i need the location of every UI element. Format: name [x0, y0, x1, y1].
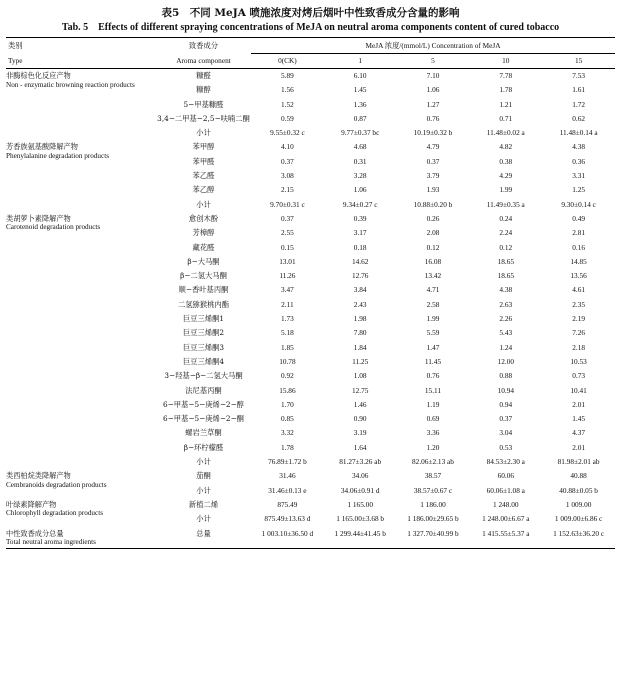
value-cell: 76.89±1.72 b [268, 457, 307, 467]
component-name-cell: 糠醛 [196, 71, 211, 80]
value-cell: 1.45 [572, 414, 585, 424]
header-type-en: Type [6, 54, 156, 69]
value-cell: 3.28 [353, 171, 367, 181]
value-cell: 2.43 [353, 299, 367, 309]
value-cell: 2.58 [426, 299, 440, 309]
value-cell: 4.38 [572, 142, 585, 152]
value-cell: 3.19 [353, 428, 367, 438]
category-cell [6, 140, 156, 211]
value-cell: 4.82 [499, 142, 513, 152]
value-cell: 11.48±0.14 a [559, 128, 598, 138]
component-name-cell: 巨豆三烯酮4 [182, 356, 225, 366]
value-cell: 1.78 [499, 85, 513, 95]
header-level-2: 5 [397, 54, 470, 69]
value-cell: 0.71 [499, 113, 513, 123]
value-cell: 1.47 [426, 342, 440, 352]
value-cell: 1.36 [353, 99, 367, 109]
value-cell: 34.06 [351, 471, 369, 481]
header-level-0: 0(CK) [251, 54, 324, 69]
header-component-cn: 致香成分 [156, 38, 251, 54]
value-cell: 31.46 [279, 471, 296, 481]
value-cell: 3.47 [281, 285, 294, 295]
value-cell: 84.53±2.30 a [486, 457, 525, 467]
value-cell: 0.37 [281, 156, 294, 166]
value-cell: 2.63 [499, 299, 513, 309]
value-cell: 7.53 [572, 71, 585, 80]
value-cell: 38.57 [424, 471, 442, 481]
value-cell: 0.37 [281, 213, 294, 223]
category-cell [6, 527, 156, 549]
value-cell: 0.73 [572, 371, 585, 381]
value-cell: 2.81 [572, 228, 585, 238]
value-cell: 0.53 [499, 442, 513, 452]
table-caption-english: Tab. 5 Effects of different spraying concentrations of MeJA on neutral aroma components content of cured tobacco [61, 22, 560, 33]
value-cell: 0.76 [426, 371, 440, 381]
value-cell: 12.76 [351, 271, 369, 281]
value-cell: 1.78 [281, 442, 294, 452]
value-cell: 1.25 [572, 185, 585, 195]
value-cell: 10.88±0.20 b [413, 199, 453, 209]
value-cell: 14.62 [351, 256, 369, 266]
value-cell: 0.12 [426, 242, 440, 252]
value-cell: 1.24 [499, 342, 513, 352]
value-cell: 1.19 [426, 399, 440, 409]
value-cell: 0.92 [281, 371, 294, 381]
value-cell: 1.08 [353, 371, 367, 381]
value-cell: 2.08 [426, 228, 440, 238]
value-cell: 1 165.00 [347, 499, 373, 509]
value-cell: 1 299.44±41.45 b [324, 527, 397, 549]
category-name-cn: 非酶棕色化反应产物 [6, 71, 71, 80]
header-concentration: MeJA 浓度/(mmol/L) Concentration of MeJA [251, 38, 615, 54]
component-name-cell: 苯甲醇 [192, 142, 215, 152]
value-cell: 10.94 [497, 385, 514, 395]
value-cell: 1 415.55±5.37 a [469, 527, 542, 549]
value-cell: 4.37 [572, 428, 585, 438]
value-cell: 1.52 [281, 99, 294, 109]
value-cell: 1.21 [499, 99, 513, 109]
value-cell: 0.38 [499, 156, 513, 166]
value-cell: 0.87 [353, 113, 367, 123]
value-cell: 2.01 [572, 399, 585, 409]
value-cell: 7.80 [353, 328, 367, 338]
value-cell: 1.06 [426, 85, 440, 95]
category-name-en: Carotenoid degradation products [6, 223, 101, 232]
value-cell: 1.73 [281, 314, 294, 324]
value-cell: 0.39 [353, 213, 367, 223]
value-cell: 1.56 [281, 85, 294, 95]
category-name-en: Non - enzymatic browning reaction products [6, 80, 135, 89]
value-cell: 0.90 [353, 414, 367, 424]
aroma-components-table [6, 37, 615, 549]
value-cell: 6.10 [353, 71, 367, 80]
value-cell: 0.76 [426, 113, 440, 123]
value-cell: 40.88±0.05 b [559, 485, 598, 495]
value-cell: 3.32 [281, 428, 294, 438]
value-cell: 0.24 [499, 213, 513, 223]
value-cell: 18.65 [497, 256, 514, 266]
component-name-cell: 愈创木酚 [188, 213, 219, 223]
component-name-cell: 法尼基丙酮 [185, 385, 222, 395]
value-cell: 1 186.00 [420, 499, 446, 509]
value-cell: 0.16 [572, 242, 585, 252]
category-name-cn: 类西柏烷类降解产物 [6, 471, 71, 481]
value-cell: 0.37 [499, 414, 513, 424]
component-name-cell: 糠醇 [196, 85, 211, 95]
value-cell: 12.00 [497, 356, 514, 366]
value-cell: 0.94 [499, 399, 513, 409]
value-cell: 1.64 [353, 442, 367, 452]
table-row [6, 469, 615, 483]
category-cell [6, 69, 156, 141]
category-name-cn: 类胡萝卜素降解产物 [6, 213, 71, 223]
value-cell: 4.79 [426, 142, 440, 152]
value-cell: 1 248.00±6.67 a [482, 514, 530, 524]
category-name-en: Cembranoids degradation products [6, 480, 107, 489]
category-name-en: Total neutral aroma ingredients [6, 538, 96, 546]
header-level-1: 1 [324, 54, 397, 69]
component-name-cell: β−二氢大马酮 [180, 271, 227, 281]
header-component-en: Aroma component [156, 54, 251, 69]
value-cell: 1.72 [572, 99, 585, 109]
value-cell: 1 248.00 [493, 499, 519, 509]
value-cell: 10.41 [570, 385, 587, 395]
value-cell: 1.84 [353, 342, 367, 352]
value-cell: 13.42 [424, 271, 442, 281]
value-cell: 3.31 [572, 171, 585, 181]
value-cell: 0.15 [281, 242, 294, 252]
component-name-cell: 总量 [156, 527, 251, 549]
value-cell: 60.06±1.08 a [486, 485, 525, 495]
component-name-cell: 巨豆三烯酮2 [182, 328, 225, 338]
value-cell: 1.45 [353, 85, 367, 95]
value-cell: 81.98±2.01 ab [557, 457, 600, 467]
category-name-cn: 中性致香成分总量 [6, 528, 64, 538]
component-name-cell: 芳樟醇 [192, 228, 215, 238]
component-name-cell: 苯乙醛 [192, 171, 215, 181]
component-name-cell: 5−甲基糠醛 [183, 99, 224, 109]
value-cell: 2.18 [572, 342, 585, 352]
table-caption-chinese: 表5 不同 MeJA 喷施浓度对烤后烟叶中性致香成分含量的影响 [161, 7, 460, 19]
component-name-cell: 顺−香叶基丙酮 [178, 285, 229, 295]
table-row [6, 140, 615, 154]
value-cell: 7.10 [426, 71, 440, 80]
value-cell: 7.26 [572, 328, 585, 338]
value-cell: 0.85 [281, 414, 294, 424]
category-cell [6, 212, 156, 469]
category-name-en: Chlorophyll degradation products [6, 509, 104, 518]
component-name-cell: 小计 [196, 128, 211, 138]
value-cell: 0.26 [426, 213, 440, 223]
value-cell: 4.61 [572, 285, 585, 295]
value-cell: 0.88 [499, 371, 513, 381]
component-name-cell: 二氢猕猴桃内酯 [177, 299, 230, 309]
value-cell: 34.06±0.91 d [340, 485, 380, 495]
category-name-en: Phenylalanine degradation products [6, 151, 109, 160]
component-name-cell: β−环柠檬醛 [183, 442, 224, 452]
value-cell: 4.71 [426, 285, 440, 295]
value-cell: 0.18 [353, 242, 367, 252]
category-name-cn: 芳香族氨基酸降解产物 [6, 142, 78, 152]
component-name-cell: 藏花醛 [192, 242, 215, 252]
value-cell: 2.15 [281, 185, 294, 195]
value-cell: 13.56 [570, 271, 587, 281]
value-cell: 9.34±0.27 c [342, 199, 378, 209]
value-cell: 10.53 [570, 356, 587, 366]
component-name-cell: 巨豆三烯酮1 [182, 314, 225, 324]
value-cell: 18.65 [497, 271, 514, 281]
component-name-cell: 6−甲基−5−庚烯−2−醇 [163, 399, 244, 409]
value-cell: 1.98 [353, 314, 367, 324]
value-cell: 3.84 [353, 285, 367, 295]
value-cell: 16.08 [424, 256, 442, 266]
value-cell: 875.49±13.63 d [264, 514, 311, 524]
value-cell: 1.06 [353, 185, 367, 195]
value-cell: 11.49±0.35 a [486, 199, 525, 209]
value-cell: 11.25 [352, 356, 369, 366]
value-cell: 0.31 [353, 156, 367, 166]
value-cell: 82.06±2.13 ab [412, 457, 454, 467]
value-cell: 15.86 [279, 385, 296, 395]
header-level-3: 10 [469, 54, 542, 69]
value-cell: 1.20 [426, 442, 440, 452]
value-cell: 2.35 [572, 299, 585, 309]
header-level-4: 15 [542, 54, 615, 69]
value-cell: 4.10 [281, 142, 294, 152]
value-cell: 2.11 [281, 299, 294, 309]
value-cell: 3.36 [426, 428, 440, 438]
table-row [6, 498, 615, 512]
value-cell: 0.69 [426, 414, 440, 424]
value-cell: 11.45 [424, 356, 442, 366]
category-cell [6, 469, 156, 498]
value-cell: 1 003.10±36.50 d [251, 527, 324, 549]
value-cell: 2.26 [499, 314, 513, 324]
value-cell: 10.19±0.32 b [413, 128, 453, 138]
value-cell: 0.12 [499, 242, 513, 252]
value-cell: 5.43 [499, 328, 513, 338]
value-cell: 7.78 [499, 71, 513, 80]
value-cell: 1.93 [426, 185, 440, 195]
value-cell: 3.79 [426, 171, 440, 181]
component-name-cell: 小计 [196, 199, 211, 209]
value-cell: 2.24 [499, 228, 513, 238]
value-cell: 1.61 [572, 85, 585, 95]
value-cell: 5.89 [281, 71, 294, 80]
component-name-cell: 新植二烯 [188, 499, 219, 509]
value-cell: 2.19 [572, 314, 585, 324]
table-row [6, 69, 615, 84]
value-cell: 1 327.70±40.99 b [397, 527, 470, 549]
table-row [6, 212, 615, 226]
value-cell: 60.06 [497, 471, 514, 481]
value-cell: 11.26 [279, 271, 296, 281]
value-cell: 81.27±3.26 ab [339, 457, 382, 467]
value-cell: 3.04 [499, 428, 513, 438]
value-cell: 9.55±0.32 c [270, 128, 305, 138]
value-cell: 5.59 [426, 328, 440, 338]
component-name-cell: 小计 [196, 485, 211, 495]
component-name-cell: 螺岩兰草酮 [185, 428, 222, 438]
value-cell: 1 009.00±6.86 c [554, 514, 603, 524]
value-cell: 4.38 [499, 285, 513, 295]
value-cell: 1 152.63±36.20 c [542, 527, 615, 549]
value-cell: 11.48±0.02 a [486, 128, 525, 138]
value-cell: 1.27 [426, 99, 440, 109]
value-cell: 10.78 [279, 356, 296, 366]
value-cell: 2.55 [281, 228, 294, 238]
component-name-cell: 巨豆三烯酮3 [182, 342, 225, 352]
component-name-cell: 小计 [196, 457, 211, 467]
value-cell: 38.57±0.67 c [413, 485, 453, 495]
value-cell: 1.85 [281, 342, 294, 352]
value-cell: 0.49 [572, 213, 585, 223]
value-cell: 9.77±0.37 bc [341, 128, 380, 138]
table-row [6, 527, 615, 549]
value-cell: 13.01 [279, 256, 296, 266]
value-cell: 1 009.00 [565, 499, 592, 509]
value-cell: 1 165.00±3.68 b [336, 514, 385, 524]
value-cell: 4.68 [353, 142, 367, 152]
category-name-cn: 叶绿素降解产物 [6, 499, 57, 509]
component-name-cell: 苯乙醇 [192, 185, 215, 195]
value-cell: 15.11 [424, 385, 442, 395]
component-name-cell: 苯甲醛 [192, 156, 215, 166]
value-cell: 1.46 [353, 399, 367, 409]
value-cell: 0.36 [572, 156, 585, 166]
value-cell: 3.08 [281, 171, 294, 181]
value-cell: 3.17 [353, 228, 367, 238]
value-cell: 40.88 [570, 471, 587, 481]
component-name-cell: 3−羟基−β−二氢大马酮 [164, 371, 243, 381]
value-cell: 0.59 [281, 113, 294, 123]
table-body [6, 69, 615, 549]
component-name-cell: 6−甲基−5−庚烯−2−酮 [163, 414, 244, 424]
value-cell: 31.46±0.13 e [268, 485, 307, 495]
value-cell: 9.30±0.14 c [561, 199, 596, 209]
component-name-cell: 3,4−二甲基−2,5−呋喃二酮 [157, 113, 250, 123]
value-cell: 0.62 [572, 113, 585, 123]
category-cell [6, 498, 156, 527]
value-cell: 1.99 [426, 314, 440, 324]
value-cell: 1.70 [281, 399, 294, 409]
value-cell: 875.49 [277, 499, 298, 509]
value-cell: 9.70±0.31 c [270, 199, 305, 209]
component-name-cell: 茄酮 [196, 471, 211, 481]
header-type-cn: 类别 [6, 38, 156, 54]
value-cell: 1 186.00±29.65 b [407, 514, 459, 524]
value-cell: 5.18 [281, 328, 294, 338]
value-cell: 14.85 [570, 256, 587, 266]
component-name-cell: 小计 [196, 514, 211, 524]
value-cell: 0.37 [426, 156, 440, 166]
component-name-cell: β−大马酮 [187, 256, 220, 266]
value-cell: 4.29 [499, 171, 513, 181]
value-cell: 1.99 [499, 185, 513, 195]
value-cell: 2.01 [572, 442, 585, 452]
value-cell: 12.75 [351, 385, 369, 395]
